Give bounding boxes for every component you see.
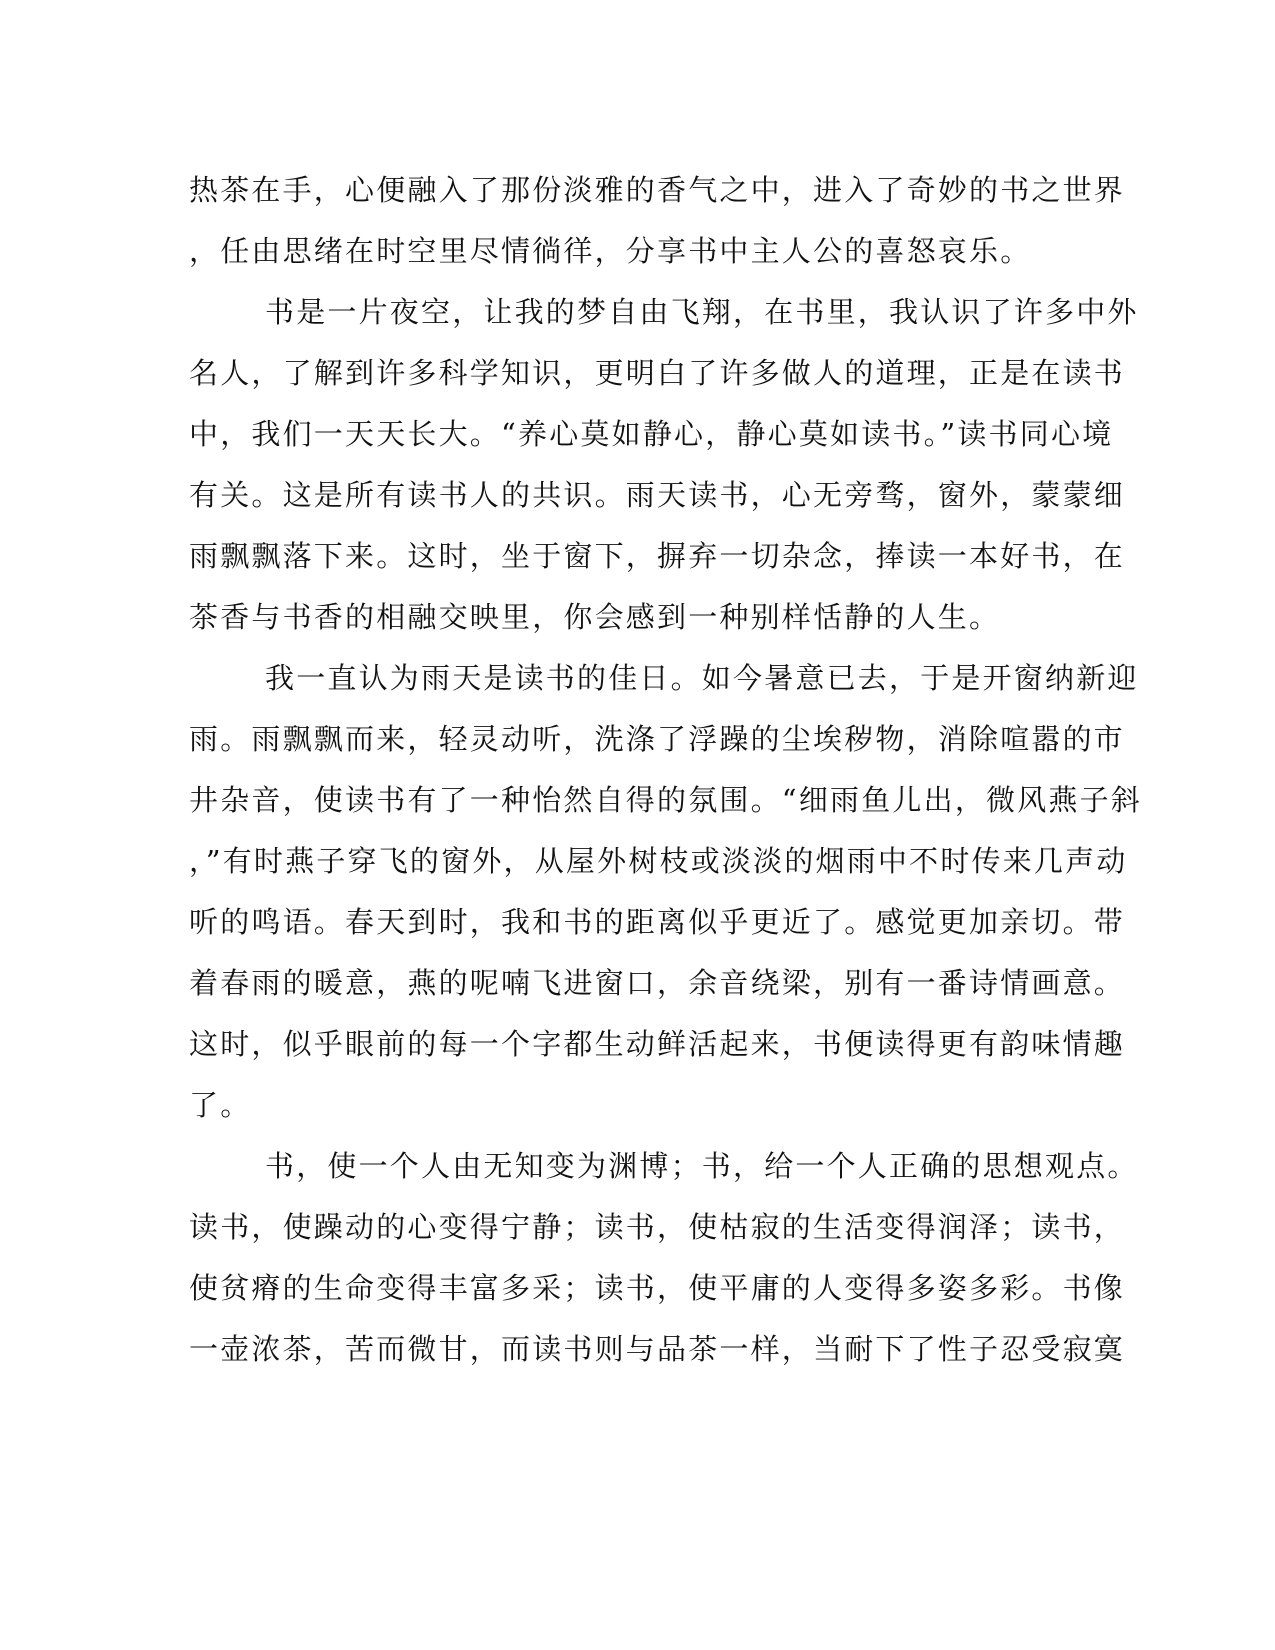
text-line: 雨飘飘落下来。这时，坐于窗下，摒弃一切杂念，捧读一本好书，在 [189, 539, 1126, 573]
text-line: 有关。这是所有读书人的共识。雨天读书，心无旁骛，窗外，蒙蒙细 [189, 478, 1126, 512]
text-line: 了。 [189, 1088, 252, 1122]
text-line: 一壶浓茶，苦而微甘，而读书则与品茶一样，当耐下了性子忍受寂寞 [189, 1332, 1126, 1366]
text-line: 热茶在手，心便融入了那份淡雅的香气之中，进入了奇妙的书之世界 [189, 173, 1126, 207]
paragraph-first-line: 书，使一个人由无知变为渊博；书，给一个人正确的思想观点。 [265, 1149, 1139, 1183]
text-line: 读书，使躁动的心变得宁静；读书，使枯寂的生活变得润泽；读书， [189, 1210, 1126, 1244]
text-line: 名人，了解到许多科学知识，更明白了许多做人的道理，正是在读书 [189, 356, 1126, 390]
paragraph-first-line: 书是一片夜空，让我的梦自由飞翔，在书里，我认识了许多中外 [265, 295, 1139, 329]
text-line: 茶香与书香的相融交映里，你会感到一种别样恬静的人生。 [189, 600, 1001, 634]
text-line: 井杂音，使读书有了一种怡然自得的氛围。“细雨鱼儿出，微风燕子斜 [189, 783, 1143, 817]
text-line: 听的鸣语。春天到时，我和书的距离似乎更近了。感觉更加亲切。带 [189, 905, 1126, 939]
text-line: ，任由思绪在时空里尽情徜徉，分享书中主人公的喜怒哀乐。 [189, 234, 1032, 268]
text-line: 雨。雨飘飘而来，轻灵动听，洗涤了浮躁的尘埃秽物，消除喧嚣的市 [189, 722, 1126, 756]
text-line: 使贫瘠的生命变得丰富多采；读书，使平庸的人变得多姿多彩。书像 [189, 1271, 1126, 1305]
text-line: 中，我们一天天长大。“养心莫如静心，静心莫如读书。”读书同心境 [189, 417, 1114, 451]
text-line: ，”有时燕子穿飞的窗外，从屋外树枝或淡淡的烟雨中不时传来几声动 [189, 844, 1128, 878]
body-text [189, 160, 1143, 1380]
text-line: 这时，似乎眼前的每一个字都生动鲜活起来，书便读得更有韵味情趣 [189, 1027, 1126, 1061]
text-line: 着春雨的暖意，燕的呢喃飞进窗口，余音绕梁，别有一番诗情画意。 [189, 966, 1126, 1000]
paragraph-first-line: 我一直认为雨天是读书的佳日。如今暑意已去，于是开窗纳新迎 [265, 661, 1139, 695]
